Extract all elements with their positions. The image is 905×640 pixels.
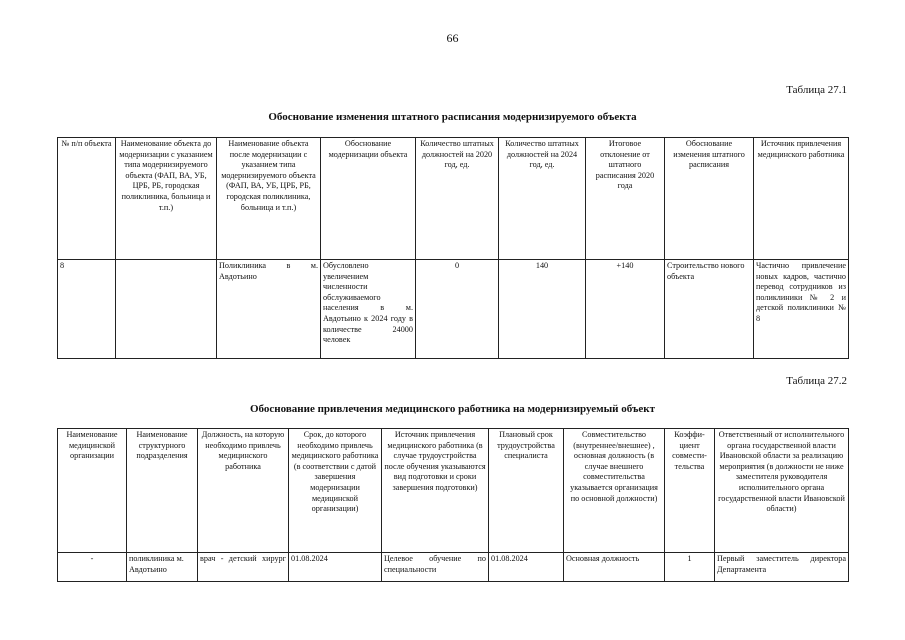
cell-before (116, 260, 217, 359)
cell-after: Поликлиника в м. Авдотьино (217, 260, 321, 359)
cell-organization: - (58, 553, 127, 582)
header-cell: Должность, на которую необходимо привлечь медицинского работника (198, 429, 289, 553)
cell-combination: Основная должность (564, 553, 665, 582)
header-cell: Обоснование модернизации объекта (321, 138, 416, 260)
header-cell: Источник привлечения медицинского работника (754, 138, 849, 260)
table-caption-27-2: Таблица 27.2 (786, 375, 847, 387)
cell-responsible: Первый заместитель директора Департамента (715, 553, 849, 582)
header-cell: № п/п объекта (58, 138, 116, 260)
cell-staff-2020: 0 (416, 260, 499, 359)
cell-deadline: 01.08.2024 (289, 553, 382, 582)
page-number: 66 (446, 31, 459, 45)
header-cell: Срок, до которого необходимо привлечь медицинского работника (в соответствии с датой завершения модернизации медицинской организации) (289, 429, 382, 553)
header-cell: Коэффи-циент совмести-тельства (665, 429, 715, 553)
header-cell: Обоснование изменения штатного расписания (665, 138, 754, 260)
cell-unit: поликлиника м. Авдотьино (127, 553, 198, 582)
header-cell: Наименование объекта после модернизации с указанием типа модернизируемого объекта (ФАП, ВА, УБ, ЦРБ, РБ, городская поликлиника, больница и т.п.) (217, 138, 321, 260)
table-caption-27-1: Таблица 27.1 (786, 84, 847, 96)
cell-change-reason: Строительство нового объекта (665, 260, 754, 359)
table-title-27-1: Обоснование изменения штатного расписания модернизируемого объекта (268, 111, 637, 123)
cell-deviation: +140 (586, 260, 665, 359)
header-cell: Ответственный от исполнительного органа государственной власти Ивановской области за реализацию мероприятия (в должности не ниже заместителя руководителя исполнительного органа государственной власти Ивановской области) (715, 429, 849, 553)
table-header-row (58, 138, 849, 260)
header-cell: Количество штатных должностей на 2020 год, ед. (416, 138, 499, 260)
staffing-justification-table (57, 137, 849, 359)
cell-coefficient: 1 (665, 553, 715, 582)
header-cell: Количество штатных должностей на 2024 год, ед. (499, 138, 586, 260)
cell-staff-2024: 140 (499, 260, 586, 359)
table-row (58, 260, 849, 359)
table-header-row (58, 429, 849, 553)
cell-number: 8 (58, 260, 116, 359)
cell-position: врач - детский хирург (198, 553, 289, 582)
worker-attraction-table (57, 428, 849, 582)
cell-planned-date: 01.08.2024 (489, 553, 564, 582)
table-row (58, 553, 849, 582)
header-cell: Наименование объекта до модернизации с указанием типа модернизируемого объекта (ФАП, ВА, УБ, ЦРБ, РБ, городская поликлиника, больница и т.п.) (116, 138, 217, 260)
header-cell: Итоговое отклонение от штатного расписания 2020 года (586, 138, 665, 260)
table-title-27-2: Обоснование привлечения медицинского работника на модернизируемый объект (249, 403, 656, 415)
header-cell: Плановый срок трудоустройства специалиста (489, 429, 564, 553)
header-cell: Наименование структурного подразделения (127, 429, 198, 553)
header-cell: Источник привлечения медицинского работника (в случае трудоустройства после обучения указываются вид подготовки и сроки завершения подготовки) (382, 429, 489, 553)
cell-source: Целевое обучение по специальности (382, 553, 489, 582)
header-cell: Наименование медицинской организации (58, 429, 127, 553)
cell-justification: Обусловлено увеличением численности обслуживаемого населения в м. Авдотьино к 2024 году в количестве 24000 человек (321, 260, 416, 359)
header-cell: Совместительство (внутреннее/внешнее) , основная должность (в случае внешнего совместительства указывается организация по основной должности) (564, 429, 665, 553)
cell-source: Частично привлечение новых кадров, частично перевод сотрудников из поликлиники № 2 и детской поликлиники № 8 (754, 260, 849, 359)
